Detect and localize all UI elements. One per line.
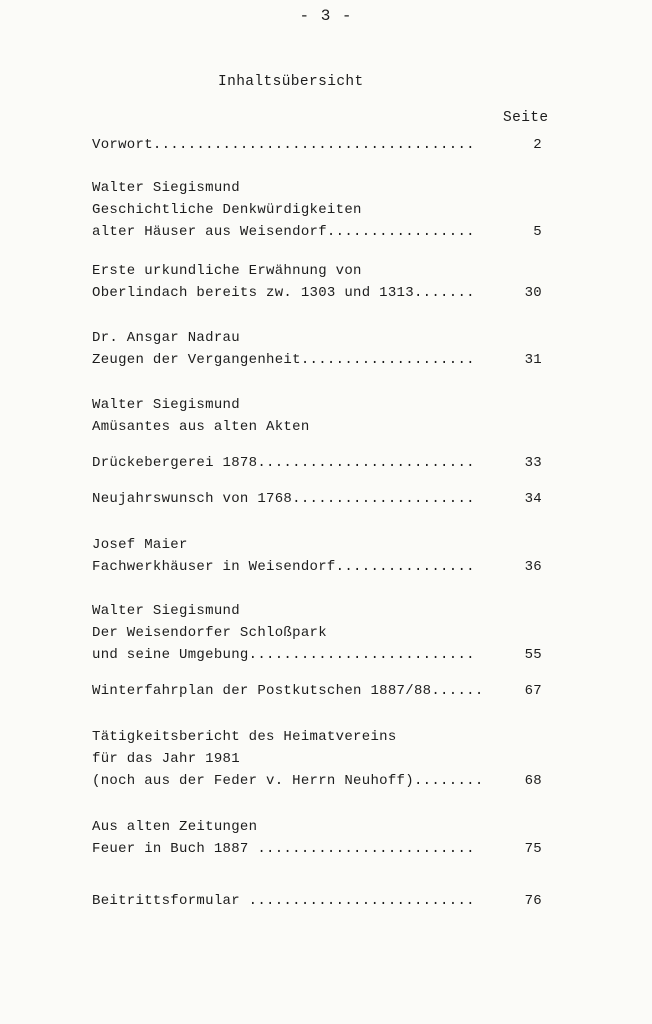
toc-line [92, 199, 542, 221]
toc-entry-oberlindach [92, 260, 542, 304]
toc-page-ref: 5 [533, 224, 542, 240]
toc-text: alter Häuser aus Weisendorf................. [92, 224, 475, 240]
toc-line [92, 488, 542, 510]
toc-page-ref: 68 [524, 773, 542, 789]
toc-text: (noch aus der Feder v. Herrn Neuhoff)........ [92, 773, 484, 789]
toc-author: Dr. Ansgar Nadrau [92, 330, 240, 346]
toc-text: Der Weisendorfer Schloßpark [92, 625, 327, 641]
toc-line [92, 816, 542, 838]
toc-line [92, 394, 542, 416]
toc-page-ref: 2 [533, 137, 542, 153]
toc-text: Geschichtliche Denkwürdigkeiten [92, 202, 362, 218]
toc-line [92, 622, 542, 644]
toc-author: Walter Siegismund [92, 603, 240, 619]
toc-line [92, 890, 542, 912]
toc-line [92, 726, 542, 748]
toc-page-ref: 33 [524, 455, 542, 471]
toc-line [92, 600, 542, 622]
toc-line [92, 644, 542, 666]
toc-text: Oberlindach bereits zw. 1303 und 1313....... [92, 285, 475, 301]
toc-text: Vorwort..................................... [92, 137, 475, 153]
toc-text: Zeugen der Vergangenheit.................... [92, 352, 475, 368]
toc-entry-zeugen [92, 327, 542, 371]
toc-line [92, 748, 542, 770]
toc-line [92, 177, 542, 199]
toc-line [92, 416, 542, 438]
toc-author: Walter Siegismund [92, 180, 240, 196]
toc-text: Winterfahrplan der Postkutschen 1887/88...... [92, 683, 484, 699]
toc-line [92, 327, 542, 349]
toc-text: Tätigkeitsbericht des Heimatvereins [92, 729, 397, 745]
toc-line [92, 680, 542, 702]
toc-page-ref: 55 [524, 647, 542, 663]
page-column-header: Seite [503, 110, 549, 126]
toc-entry-vorwort [92, 134, 542, 156]
toc-line [92, 134, 542, 156]
toc-entry-beitrittsformular [92, 890, 542, 912]
toc-text: Aus alten Zeitungen [92, 819, 258, 835]
toc-page-ref: 30 [524, 285, 542, 301]
document-title: Inhaltsübersicht [218, 74, 364, 90]
toc-line [92, 838, 542, 860]
toc-entry-denkwuerdigkeiten [92, 177, 542, 243]
toc-text: und seine Umgebung.......................... [92, 647, 475, 663]
toc-entry-schlosspark [92, 600, 542, 666]
toc-line [92, 556, 542, 578]
toc-line [92, 260, 542, 282]
toc-page-ref: 34 [524, 491, 542, 507]
toc-entry-drueckebergerei [92, 452, 542, 474]
toc-entry-taetigkeitsbericht [92, 726, 542, 792]
toc-line [92, 221, 542, 243]
toc-line [92, 452, 542, 474]
toc-line [92, 534, 542, 556]
page-number: - 3 - [299, 7, 353, 25]
toc-entry-winterfahrplan [92, 680, 542, 702]
toc-text: Erste urkundliche Erwähnung von [92, 263, 362, 279]
toc-line [92, 349, 542, 371]
toc-text: Neujahrswunsch von 1768..................... [92, 491, 475, 507]
toc-line [92, 770, 542, 792]
toc-text: Feuer in Buch 1887 ......................... [92, 841, 475, 857]
toc-page-ref: 67 [524, 683, 542, 699]
toc-text: Amüsantes aus alten Akten [92, 419, 310, 435]
toc-entry-zeitungen [92, 816, 542, 860]
toc-text: für das Jahr 1981 [92, 751, 240, 767]
toc-text: Fachwerkhäuser in Weisendorf................ [92, 559, 475, 575]
toc-entry-amuesantes [92, 394, 542, 438]
toc-author: Walter Siegismund [92, 397, 240, 413]
toc-author: Josef Maier [92, 537, 188, 553]
toc-page-ref: 31 [524, 352, 542, 368]
toc-line [92, 282, 542, 304]
toc-entry-neujahrswunsch [92, 488, 542, 510]
toc-entry-fachwerkhaeuser [92, 534, 542, 578]
toc-text: Drückebergerei 1878......................... [92, 455, 475, 471]
toc-text: Beitrittsformular .......................... [92, 893, 475, 909]
toc-page-ref: 75 [524, 841, 542, 857]
toc-page-ref: 76 [524, 893, 542, 909]
toc-page-ref: 36 [524, 559, 542, 575]
